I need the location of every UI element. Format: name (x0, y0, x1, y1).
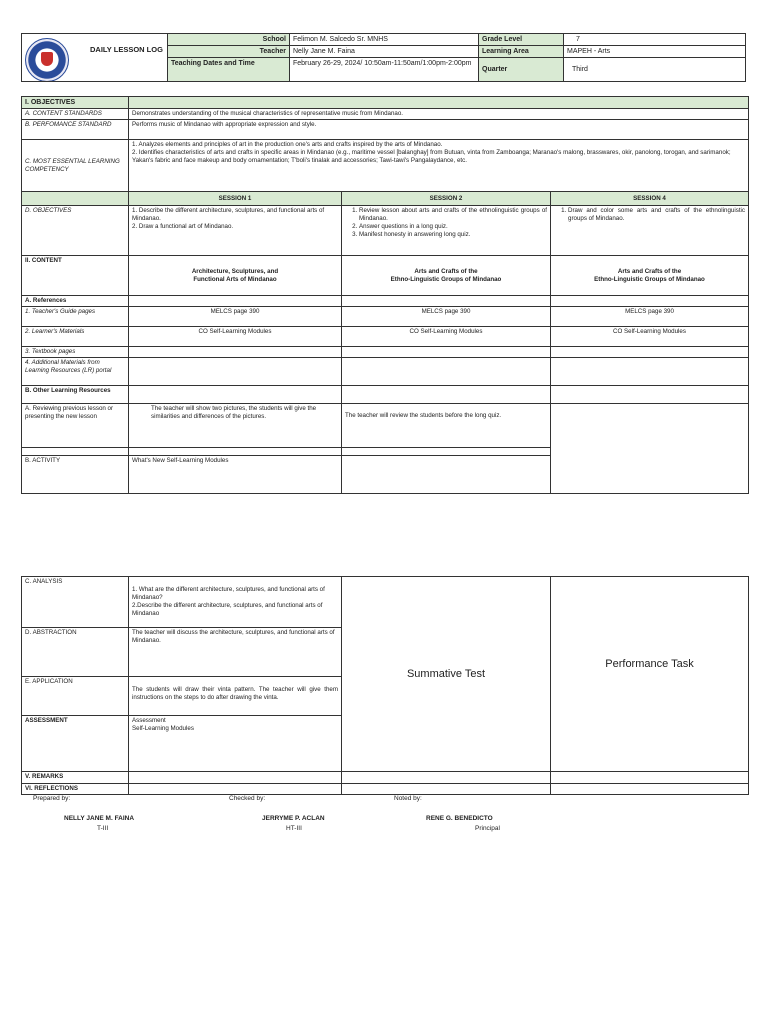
abstraction-label: D. ABSTRACTION (22, 628, 129, 677)
session-4-activity-cell (551, 404, 749, 494)
d-objective-s1-item-2: 2. Draw a functional art of Mindanao. (132, 223, 234, 231)
review-s1: The teacher will show two pictures, the students will give the similarities and differences of the pictures. (129, 404, 342, 448)
lm-s4: CO Self-Learning Modules (551, 327, 749, 347)
content-s2 (342, 256, 551, 296)
tg-label: 1. Teacher's Guide pages (22, 307, 129, 327)
reflections-label: VI. REFLECTIONS (22, 784, 129, 795)
d-objectives-label: D. OBJECTIVES (22, 206, 129, 256)
area-value: MAPEH - Arts (564, 46, 746, 58)
review-s2-text: The teacher will review the students before the long quiz. (345, 412, 502, 420)
objectives-heading: I. OBJECTIVES (22, 97, 129, 109)
summative-test-label: Summative Test (406, 667, 486, 680)
lm-s2: CO Self-Learning Modules (342, 327, 551, 347)
quarter-label: Quarter (479, 58, 564, 82)
prepared-name: NELLY JANE M. FAINA (64, 815, 135, 822)
noted-position: Principal (475, 825, 500, 832)
d-objectives-s2 (342, 206, 551, 256)
deped-seal (25, 38, 69, 82)
assessment-s1 (129, 716, 342, 772)
content-label: II. CONTENT (22, 256, 129, 296)
assessment-label: ASSESSMENT (22, 716, 129, 772)
melc-item-1: 1. Analyzes elements and principles of art in the production one's arts and crafts inspired by the arts of Mindanao. (132, 141, 443, 149)
references-label: A. References (22, 296, 129, 307)
quarter-value: Third (564, 58, 746, 82)
application-s1-text: The students will draw their vinta pattern. The teacher will give them instructions on the steps to do after drawing the vinta. (132, 686, 338, 702)
content-standards-label: A. CONTENT STANDARDS (22, 109, 129, 120)
grade-value: 7 (564, 34, 746, 46)
performance-task-cell (551, 577, 749, 772)
d-objectives-s1 (129, 206, 342, 256)
d-objective-s2-item: 2. Answer questions in a long quiz. (359, 223, 547, 231)
summative-test-cell (342, 577, 551, 772)
lm-s1: CO Self-Learning Modules (129, 327, 342, 347)
checked-by-label: Checked by: (229, 795, 266, 802)
content-s2-line-1: Arts and Crafts of the (414, 267, 478, 275)
dates-value: February 26-29, 2024/ 10:50am-11:50am/1:00pm-2:00pm (290, 58, 479, 82)
lesson-table-2 (21, 576, 749, 795)
melc-label: C. MOST ESSENTIAL LEARNING COMPETENCY (22, 140, 129, 192)
content-s4-line-2: Ethno-Linguistic Groups of Mindanao (594, 275, 705, 283)
objectives-heading-fill (129, 97, 749, 109)
performance-standard-text: Performs music of Mindanao with appropriate expression and style. (129, 120, 749, 140)
application-s1 (129, 677, 342, 716)
melc-item-2: 2. Identifies characteristics of arts and crafts in specific areas in Mindanao (e.g., maritime vessel [balanghay] from Butuan, vinta from Zamboanga; Maranao's malong, brasswares, okir, panolong, torogan, and sarimanok; Yakan's fabric and face makeup and body ornamentation; T'boli's tinalak and accessories; Tawi-tawi's Pangalaydance, etc. (132, 149, 731, 165)
title-cell (22, 34, 168, 82)
textbook-label: 3. Textbook pages (22, 347, 129, 358)
d-objective-s1-item-1: 1. Describe the different architecture, sculptures, and functional arts of Mindanao. (132, 207, 325, 223)
content-s4 (551, 256, 749, 296)
analysis-label: C. ANALYSIS (22, 577, 129, 628)
performance-standard-label: B. PERFOMANCE STANDARD (22, 120, 129, 140)
d-objective-s2-item: 3. Manifest honesty in answering long quiz. (359, 231, 547, 239)
content-s1-line-2: Functional Arts of Mindanao (193, 275, 277, 283)
header-table (21, 33, 746, 82)
noted-by-label: Noted by: (394, 795, 422, 802)
seal-emblem-icon (41, 52, 53, 66)
session-4-header: SESSION 4 (551, 192, 749, 206)
noted-name: RENE G. BENEDICTO (426, 815, 493, 822)
analysis-s1 (129, 577, 342, 628)
teacher-value: Nelly Jane M. Faina (290, 46, 479, 58)
other-resources-label: B. Other Learning Resources (22, 386, 129, 404)
assessment-s1-line-1: Assessment (132, 717, 166, 724)
teacher-label: Teacher (168, 46, 290, 58)
remarks-label: V. REMARKS (22, 772, 129, 784)
analysis-s1-item-2: 2.Describe the different architecture, sculptures, and functional arts of Mindanao (132, 602, 323, 618)
tg-s2: MELCS page 390 (342, 307, 551, 327)
area-label: Learning Area (479, 46, 564, 58)
checked-name: JERRYME P. ACLAN (262, 815, 325, 822)
lesson-table-1 (21, 96, 749, 494)
prepared-by-label: Prepared by: (33, 795, 71, 802)
tg-s1: MELCS page 390 (129, 307, 342, 327)
lm-label: 2. Learner's Materials (22, 327, 129, 347)
activity-s1: What's New Self-Learning Modules (129, 456, 342, 494)
content-standards-text: Demonstrates understanding of the musical characteristics of representative music from Mindanao. (129, 109, 749, 120)
performance-task-label: Performance Task (605, 657, 694, 670)
lr-portal-label: 4. Additional Materials from Learning Resources (LR) portal (22, 358, 129, 386)
review-s2 (342, 404, 551, 448)
content-s2-line-2: Ethno-Linguistic Groups of Mindanao (390, 275, 502, 283)
session-header-blank (22, 192, 129, 206)
checked-position: HT-III (286, 825, 302, 832)
d-objective-s4-item: 1. Draw and color some arts and crafts of the ethnolinguistic groups of Mindanao. (568, 207, 745, 223)
tg-s4: MELCS page 390 (551, 307, 749, 327)
content-s4-line-1: Arts and Crafts of the (617, 267, 682, 275)
activity-label: B. ACTIVITY (22, 456, 129, 494)
application-label: E. APPLICATION (22, 677, 129, 716)
prepared-position: T-III (97, 825, 109, 832)
review-label: A. Reviewing previous lesson or presenting the new lesson (22, 404, 129, 448)
document-title: DAILY LESSON LOG (90, 45, 163, 54)
school-value: Felimon M. Salcedo Sr. MNHS (290, 34, 479, 46)
school-label: School (168, 34, 290, 46)
d-objectives-s4 (551, 206, 749, 256)
dates-label: Teaching Dates and Time (168, 58, 290, 82)
abstraction-s1: The teacher will discuss the architecture, sculptures, and functional arts of Mindanao. (129, 628, 342, 677)
content-s1 (129, 256, 342, 296)
content-s1-line-1: Architecture, Sculptures, and (191, 267, 279, 275)
melc-text (129, 140, 749, 192)
d-objective-s2-item: 1. Review lesson about arts and crafts of the ethnolinguistic groups of Mindanao. (359, 207, 547, 223)
analysis-s1-item-1: 1. What are the different architecture, sculptures, and functional arts of Mindanao? (132, 586, 325, 602)
session-2-header: SESSION 2 (342, 192, 551, 206)
session-1-header: SESSION 1 (129, 192, 342, 206)
grade-label: Grade Level (479, 34, 564, 46)
assessment-s1-line-2: Self-Learning Modules (132, 725, 194, 733)
